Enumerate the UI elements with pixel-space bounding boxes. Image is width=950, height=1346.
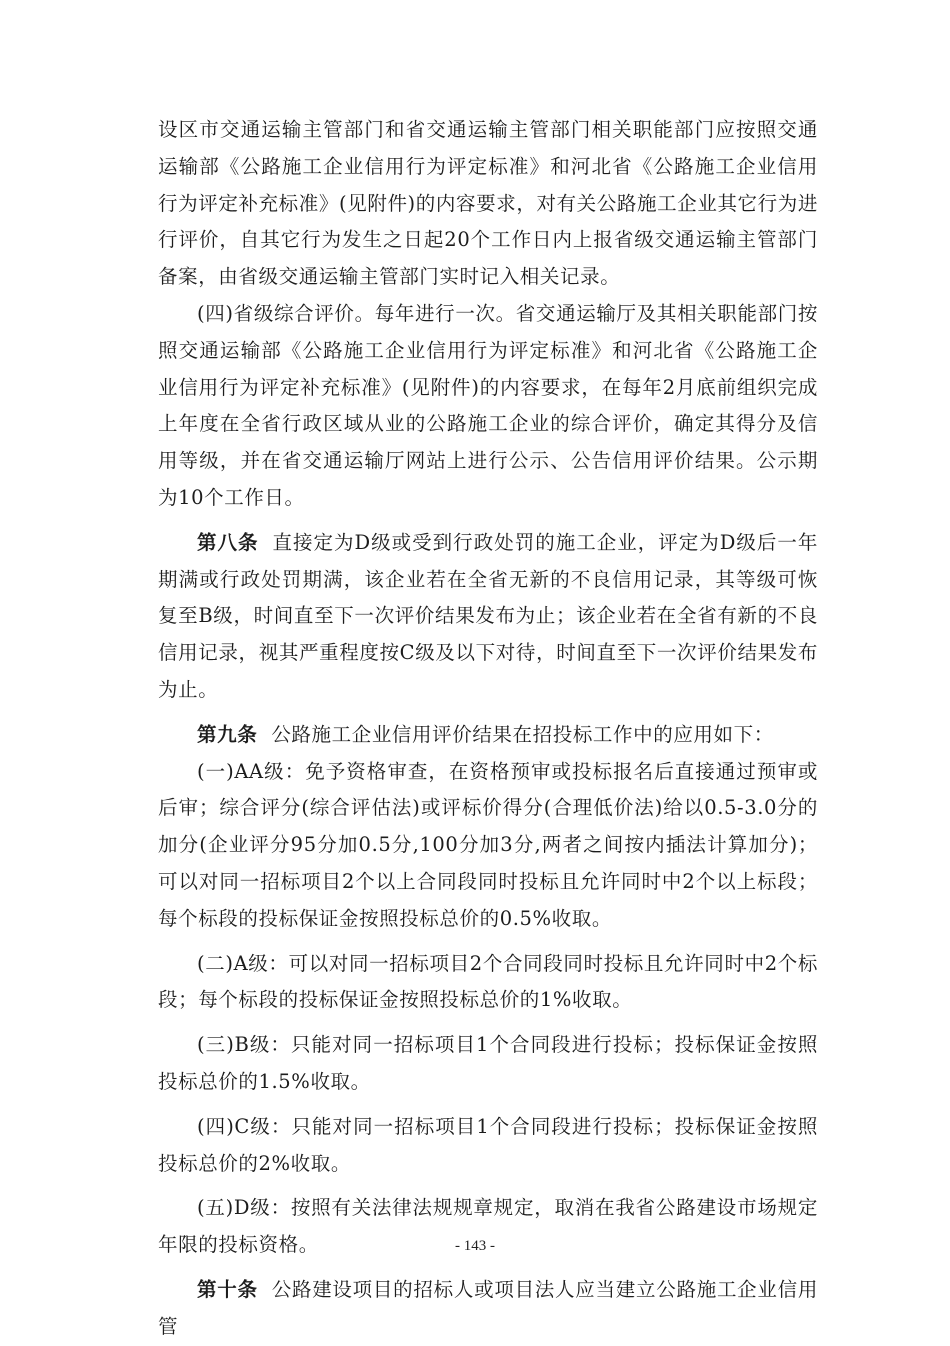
paragraph-provincial-evaluation: (四)省级综合评价。每年进行一次。省交通运输厅及其相关职能部门按照交通运输部《公路施工企业信用行为评定标准》和河北省《公路施工企业信用行为评定补充标准》(见附件)的内容要求，在每年2月底前组织完成上年度在全省行政区域从业的公路施工企业的综合评价，确定其得分及信用等级，并在省交通运输厅网站上进行公示、公告信用评价结果。公示期为10个工作日。 <box>158 301 818 509</box>
article-8-label: 第八条 <box>197 530 259 554</box>
article-10 <box>158 1272 818 1346</box>
paragraph-continuation: 设区市交通运输主管部门和省交通运输主管部门相关职能部门应按照交通运输部《公路施工企业信用行为评定标准》和河北省《公路施工企业信用行为评定补充标准》(见附件)的内容要求，对有关公路施工企业其它行为进行评价，自其它行为发生之日起20个工作日内上报省级交通运输主管部门备案，由省级交通运输主管部门实时记入相关记录。 <box>158 118 818 289</box>
item-aa-grade: (一)AA级：免予资格审查，在资格预审或投标报名后直接通过预审或后审；综合评分(综合评估法)或评标价得分(合理低价法)给以0.5-3.0分的加分(企业评分95分加0.5分,100分加3分,两者之间按内插法计算加分)；可以对同一招标项目2个以上合同段同时投标且允许同时中2个以上标段；每个标段的投标保证金按照投标总价的0.5%收取。 <box>158 759 818 930</box>
article-9 <box>158 717 818 754</box>
article-9-label: 第九条 <box>197 722 258 746</box>
item-c-grade: (四)C级：只能对同一招标项目1个合同段进行投标；投标保证金按照投标总价的2%收取。 <box>158 1114 818 1175</box>
item-d-grade: (五)D级：按照有关法律法规规章规定，取消在我省公路建设市场规定年限的投标资格。 <box>158 1196 818 1257</box>
article-9-text: 公路施工企业信用评价结果在招投标工作中的应用如下： <box>271 722 774 746</box>
item-b-grade: (三)B级：只能对同一招标项目1个合同段进行投标；投标保证金按照投标总价的1.5%收取。 <box>158 1033 818 1093</box>
article-8-text: 直接定为D级或受到行政处罚的施工企业，评定为D级后一年期满或行政处罚期满，该企业若在全省无新的不良信用记录，其等级可恢复至B级，时间直至下一次评价结果发布为止；该企业若在全省有新的不良信用记录，视其严重程度按C级及以下对待，时间直至下一次评价结果发布为止。 <box>158 530 818 701</box>
article-10-text: 公路建设项目的招标人或项目法人应当建立公路施工企业信用管 <box>158 1277 818 1338</box>
page-number: - 143 - <box>455 1238 495 1254</box>
article-10-label: 第十条 <box>197 1277 258 1301</box>
article-8 <box>158 525 818 709</box>
body-text <box>158 112 818 1346</box>
item-a-grade: (二)A级：可以对同一招标项目2个合同段同时投标且允许同时中2个标段；每个标段的投标保证金按照投标总价的1%收取。 <box>158 951 818 1012</box>
